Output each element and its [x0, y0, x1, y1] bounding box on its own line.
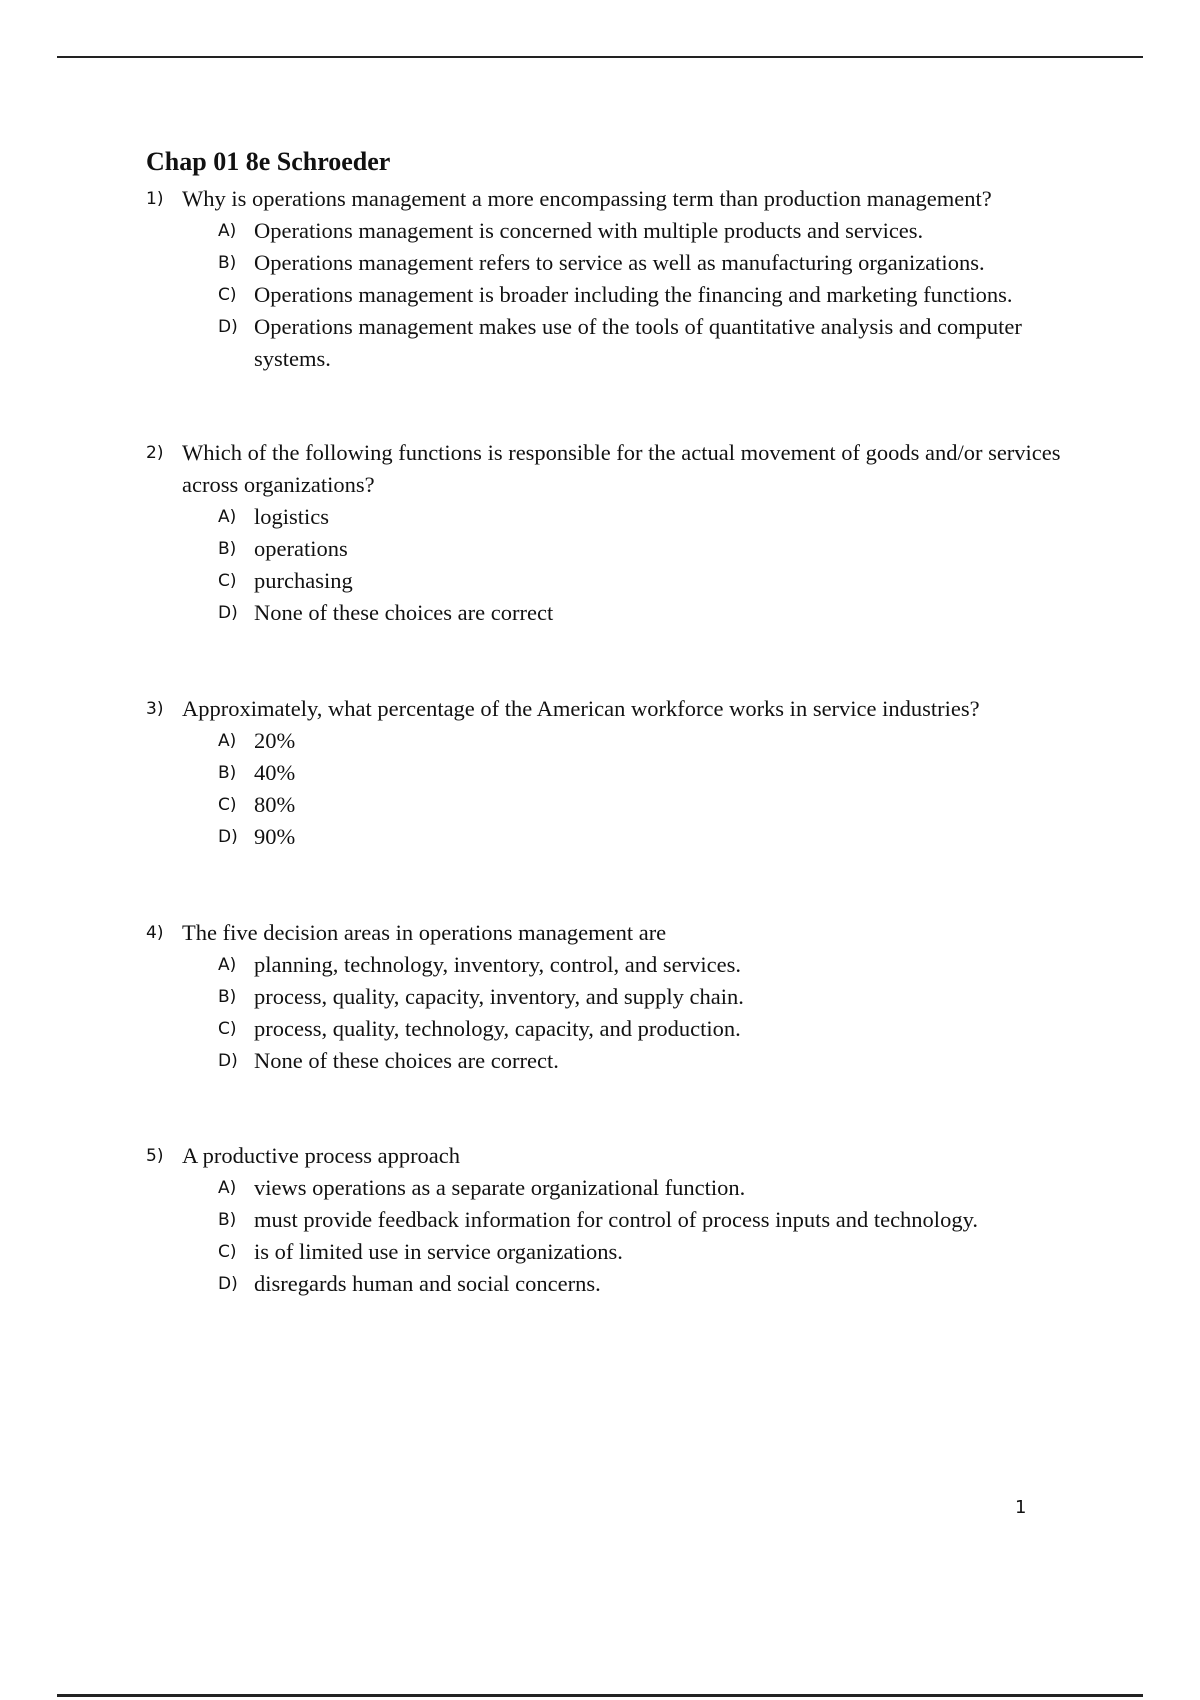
option-c [146, 789, 1096, 821]
option-text: logistics [254, 504, 330, 529]
question-text: Which of the following functions is responsible for the actual movement of goods and/or services across organizations? [182, 440, 1061, 497]
question-stem [146, 917, 1096, 949]
option-text: Operations management is concerned with multiple products and services. [254, 218, 924, 243]
option-letter: A) [218, 507, 237, 527]
page-number: 1 [1015, 1497, 1027, 1518]
question-number: 4) [146, 923, 164, 943]
option-a [146, 1172, 1096, 1204]
option-letter: B) [218, 253, 237, 273]
option-text: 80% [254, 792, 296, 817]
option-d [146, 821, 1096, 853]
option-d [146, 597, 1096, 629]
footer-rule [57, 1694, 1143, 1697]
question-number: 3) [146, 699, 164, 719]
option-list [146, 725, 1096, 853]
option-list [146, 215, 1096, 375]
option-a [146, 501, 1096, 533]
option-b [146, 247, 1096, 279]
option-text: process, quality, capacity, inventory, and supply chain. [254, 984, 744, 1009]
option-letter: D) [218, 603, 238, 623]
option-text: must provide feedback information for control of process inputs and technology. [254, 1207, 978, 1232]
option-letter: D) [218, 1274, 238, 1294]
question-2 [146, 437, 1096, 629]
option-text: None of these choices are correct. [254, 1048, 559, 1073]
option-letter: A) [218, 1178, 237, 1198]
option-text: 40% [254, 760, 296, 785]
option-text: Operations management makes use of the tools of quantitative analysis and computer systems. [254, 314, 1022, 371]
question-5 [146, 1140, 1096, 1300]
option-b [146, 981, 1096, 1013]
option-letter: D) [218, 317, 238, 337]
option-b [146, 1204, 1096, 1236]
option-text: is of limited use in service organizations. [254, 1239, 623, 1264]
option-text: Operations management refers to service as well as manufacturing organizations. [254, 250, 985, 275]
option-text: process, quality, technology, capacity, and production. [254, 1016, 741, 1041]
option-b [146, 757, 1096, 789]
option-b [146, 533, 1096, 565]
question-4 [146, 917, 1096, 1077]
option-letter: B) [218, 1210, 237, 1230]
option-list [146, 501, 1096, 629]
option-text: planning, technology, inventory, control, and services. [254, 952, 741, 977]
question-text: A productive process approach [182, 1143, 461, 1168]
option-letter: B) [218, 539, 237, 559]
option-letter: C) [218, 571, 237, 591]
option-list [146, 1172, 1096, 1300]
option-letter: D) [218, 827, 238, 847]
option-d [146, 311, 1096, 375]
option-letter: B) [218, 987, 237, 1007]
option-c [146, 1013, 1096, 1045]
option-letter: B) [218, 763, 237, 783]
option-a [146, 949, 1096, 981]
option-letter: A) [218, 731, 237, 751]
option-d [146, 1268, 1096, 1300]
question-stem [146, 693, 1096, 725]
option-d [146, 1045, 1096, 1077]
option-letter: C) [218, 1242, 237, 1262]
question-1 [146, 183, 1096, 375]
question-stem [146, 183, 1096, 215]
question-3 [146, 693, 1096, 853]
option-a [146, 215, 1096, 247]
option-letter: C) [218, 795, 237, 815]
question-number: 5) [146, 1146, 164, 1166]
question-text: The five decision areas in operations management are [182, 920, 667, 945]
question-stem [146, 1140, 1096, 1172]
document-title: Chap 01 8e Schroeder [146, 147, 391, 176]
question-text: Approximately, what percentage of the American workforce works in service industries? [182, 696, 980, 721]
header-rule [57, 56, 1143, 58]
option-letter: C) [218, 1019, 237, 1039]
option-letter: C) [218, 285, 237, 305]
question-number: 2) [146, 443, 164, 463]
option-text: None of these choices are correct [254, 600, 554, 625]
option-c [146, 565, 1096, 597]
option-text: disregards human and social concerns. [254, 1271, 601, 1296]
option-a [146, 725, 1096, 757]
question-stem [146, 437, 1096, 501]
option-letter: D) [218, 1051, 238, 1071]
option-text: 20% [254, 728, 296, 753]
option-letter: A) [218, 955, 237, 975]
option-text: views operations as a separate organizational function. [254, 1175, 746, 1200]
option-c [146, 1236, 1096, 1268]
question-number: 1) [146, 189, 164, 209]
option-list [146, 949, 1096, 1077]
question-text: Why is operations management a more encompassing term than production management? [182, 186, 992, 211]
option-text: purchasing [254, 568, 353, 593]
option-text: operations [254, 536, 348, 561]
option-c [146, 279, 1096, 311]
option-text: 90% [254, 824, 296, 849]
option-text: Operations management is broader including the financing and marketing functions. [254, 282, 1013, 307]
option-letter: A) [218, 221, 237, 241]
